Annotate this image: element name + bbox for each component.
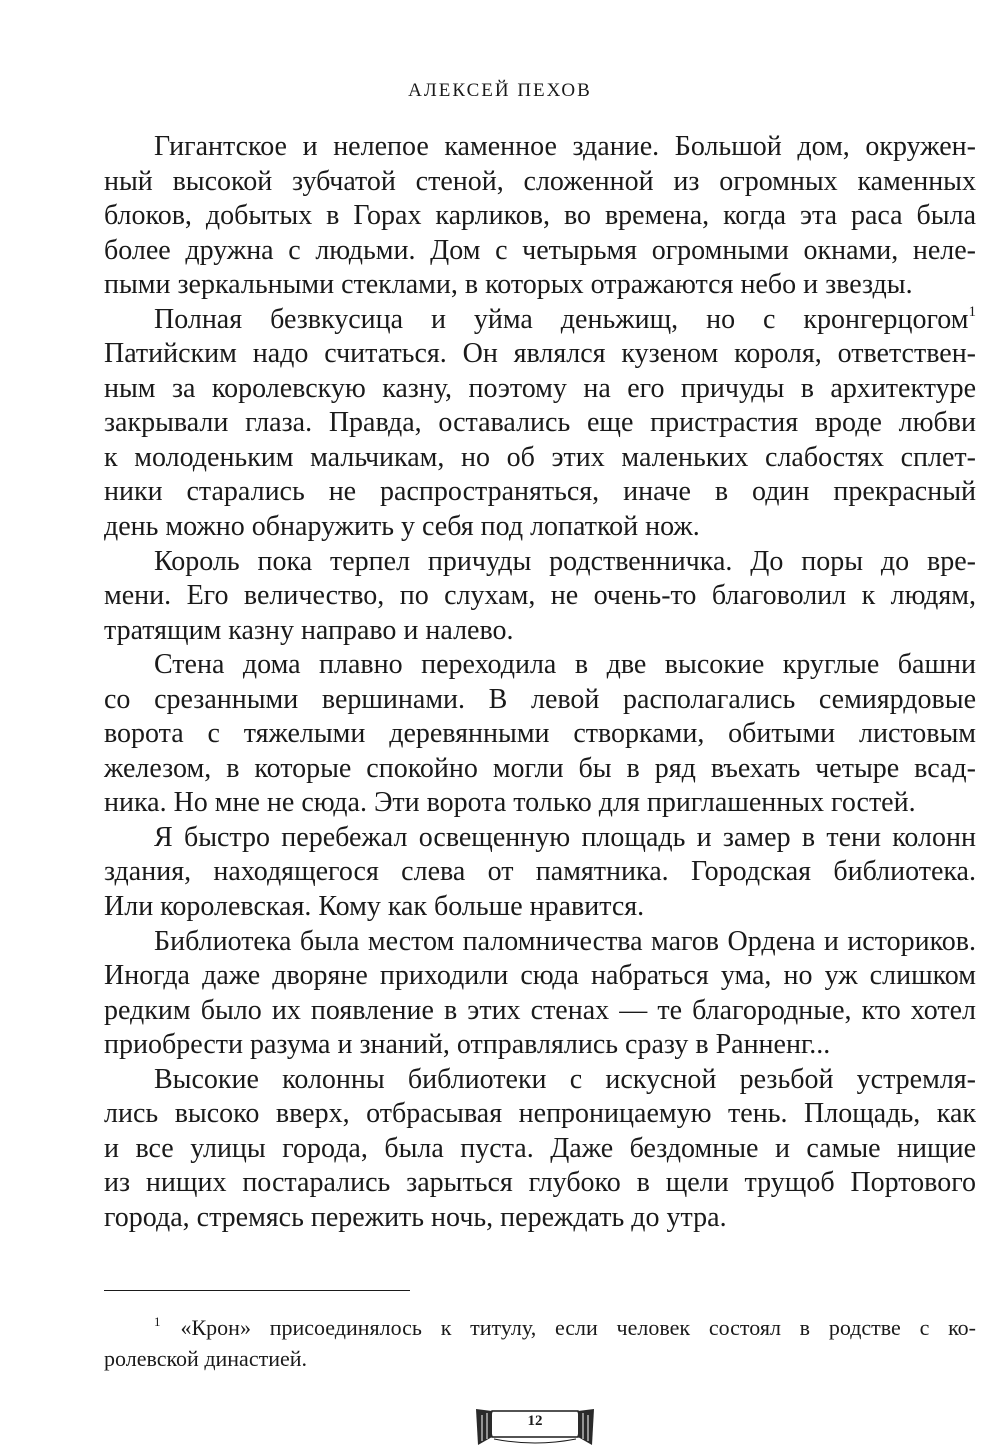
footnote-text: «Крон» присоединялось к титулу, если человек состоял в родстве с ко- [180,1315,976,1340]
footnote [104,1312,976,1374]
text-line: Король пока терпел причуды родственничка. До поры до вре- [154,545,976,577]
text-line: закрывали глаза. Правда, оставались еще пристрастия вроде любви [104,407,976,439]
text-line: Я быстро перебежал освещенную площадь и замер в тени колонн [154,821,976,853]
text-line: железом, в которые спокойно могли бы в ряд въехать четыре всад- [104,752,976,784]
running-head: АЛЕКСЕЙ ПЕХОВ [408,80,592,101]
text-line: мени. Его величество, по слухам, не очень-то благоволил к людям, [104,580,976,612]
footnote-mark: 1 [154,1314,161,1329]
footnote-line [104,1312,976,1343]
text-line: Патийским надо считаться. Он являлся кузеном короля, ответствен- [104,338,976,370]
text-line: приобрести разума и знаний, отправлялись сразу в Ранненг... [104,1029,831,1061]
text-line: более дружна с людьми. Дом с четырьмя огромными окнами, неле- [104,234,976,266]
text-line: Или королевская. Кому как больше нравится. [104,891,645,923]
text-line: лись высоко вверх, отбрасывая непроницаемую тень. Площадь, как [104,1098,976,1130]
text-line: пыми зеркальными стеклами, в которых отражаются небо и звезды. [104,269,913,301]
text-line: ный высокой зубчатой стеной, сложенной из огромных каменных [104,165,976,197]
text-line: ника. Но мне не сюда. Эти ворота только для приглашенных гостей. [104,787,916,819]
text-line: со срезанными вершинами. В левой располагались семиярдовые [104,683,976,715]
page-number: 12 [527,1413,543,1429]
body-text [104,130,976,1236]
text-line: здания, находящегося слева от памятника. Городская библиотека. [104,856,976,888]
text-line: день можно обнаружить у себя под лопаткой нож. [104,511,700,543]
text-line: ным за королевскую казну, поэтому на его причуды в архитектуре [104,372,976,404]
text-line: редким было их появление в этих стенах — те благородные, кто хотел [104,994,976,1026]
text-line: к молоденьким мальчикам, но об этих маленьких слабостях сплет- [104,441,976,473]
text-line: Иногда даже дворяне приходили сюда набраться ума, но уж слишком [104,960,976,992]
footnote-reference: 1 [968,303,976,320]
text-line: блоков, добытых в Горах карликов, во времена, когда эта раса была [104,200,976,232]
text-line: города, стремясь пережить ночь, переждать до утра. [104,1201,727,1233]
text-line-content: Полная безвкусица и уйма деньжищ, но с кронгерцогом [154,303,969,335]
text-line: из нищих постарались зарыться глубоко в щели трущоб Портового [104,1167,976,1199]
page-number-ornament [470,1405,600,1451]
footnote-line: ролевской династией. [104,1346,308,1371]
text-line: Библиотека была местом паломничества магов Ордена и историков. [154,925,976,957]
text-line: Стена дома плавно переходила в две высокие круглые башни [154,649,976,681]
text-line: Гигантское и нелепое каменное здание. Большой дом, окружен- [154,131,976,162]
text-line: ники старались не распространяться, иначе в один прекрасный [104,476,976,508]
text-line: ворота с тяжелыми деревянными створками, обитыми листовым [104,718,976,750]
text-line-with-footnote [104,303,976,338]
footnote-divider [104,1290,410,1291]
text-line: и все улицы города, была пуста. Даже бездомные и самые нищие [104,1132,976,1164]
text-line: Высокие колонны библиотеки с искусной резьбой устремля- [154,1063,976,1095]
text-line: тратящим казну направо и налево. [104,614,514,646]
